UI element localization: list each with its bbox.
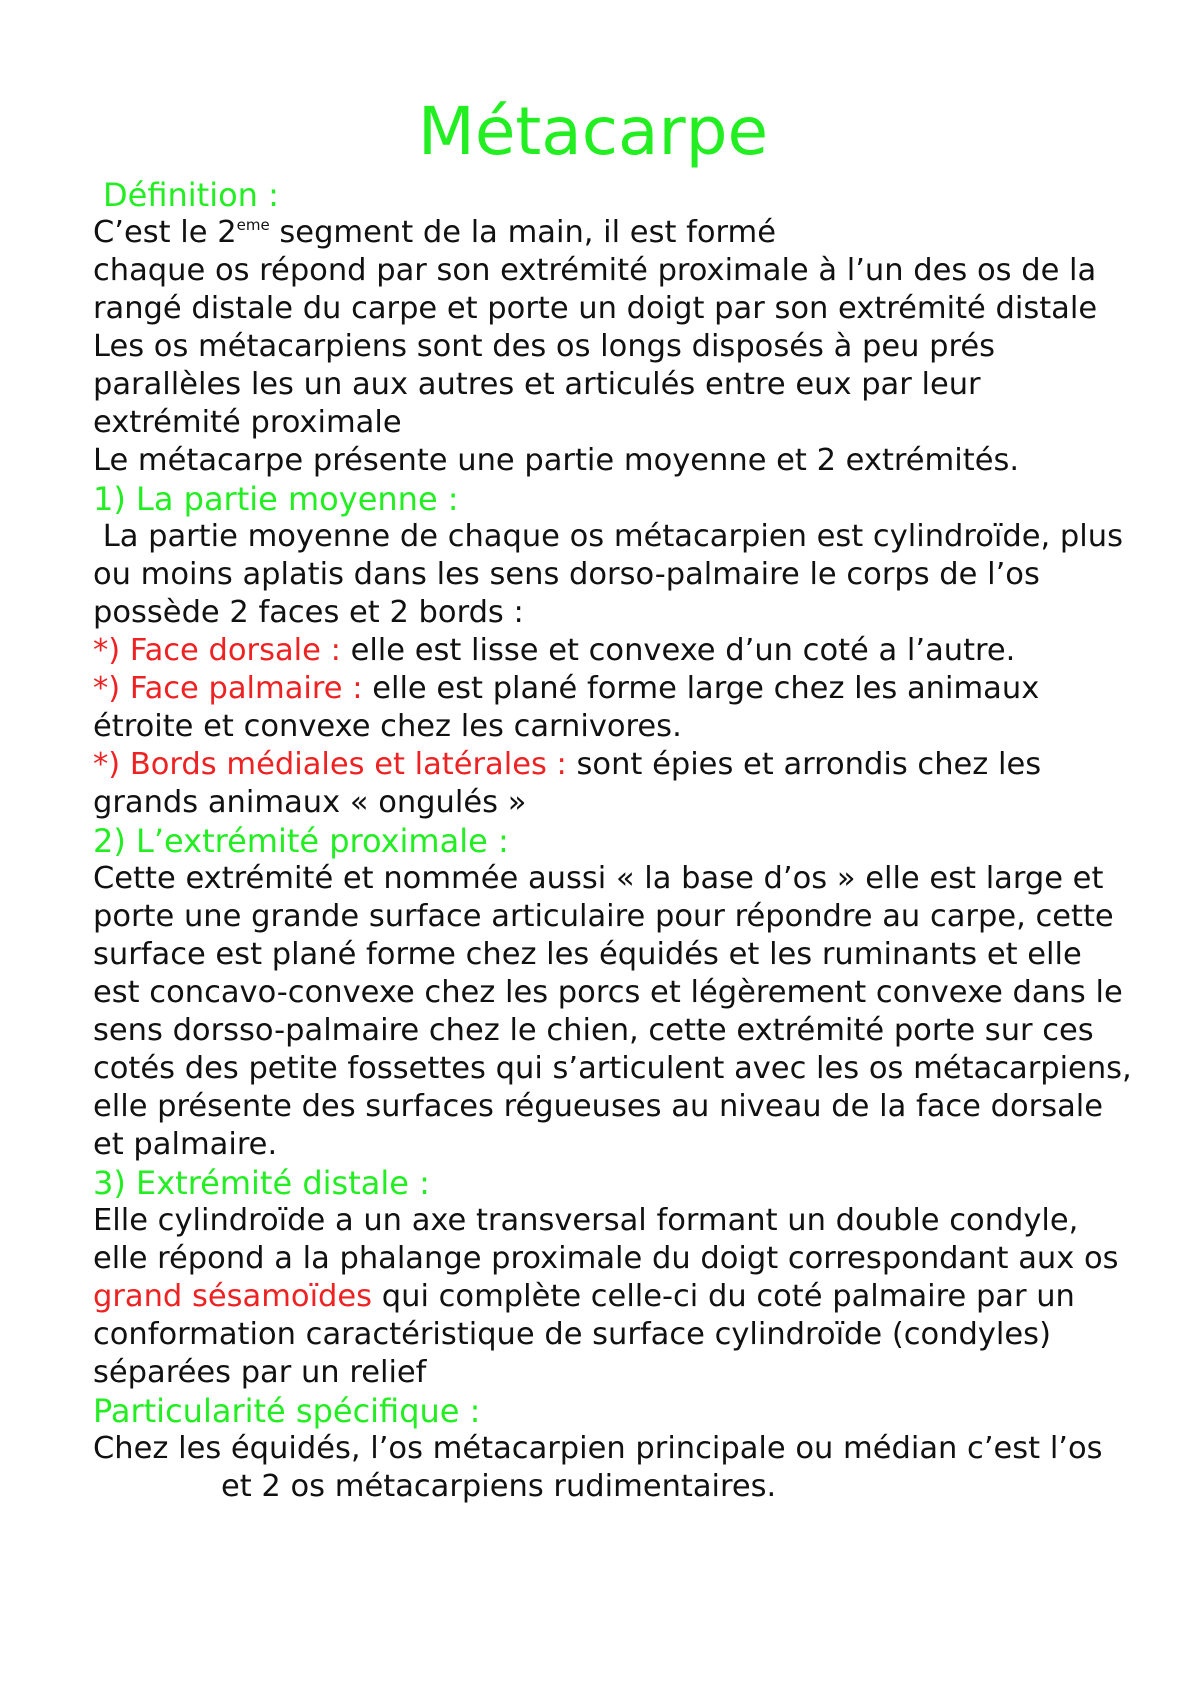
section-3-text-end: qui complète celle-ci du coté palmaire par un conformation caractéristique de surface cylindroïde (condyles) séparées par un relief	[93, 1279, 1075, 1390]
item-label: *) Face palmaire :	[93, 671, 373, 706]
section-2-heading: 2) L’extrémité proximale :	[93, 822, 509, 860]
item-label: *) Bords médiales et latérales :	[93, 747, 577, 782]
section-3-text	[93, 1202, 1133, 1392]
definition-paragraph-1: chaque os répond par son extrémité proximale à l’un des os de la rangé distale du carpe et porte un doigt par son extrémité distale	[93, 253, 1098, 326]
definition-paragraph-2: Les os métacarpiens sont des os longs disposés à peu prés parallèles les un aux autres et articulés entre eux par leur extrémité proximale	[93, 329, 995, 440]
section-1-item-palmar	[93, 670, 1133, 746]
definition-superscript: eme	[236, 216, 270, 234]
section-4-text-start: Chez les équidés, l’os métacarpien principale ou médian c’est l’os	[93, 1431, 1103, 1466]
section-3-text-start: Elle cylindroïde a un axe transversal formant un double condyle, elle répond a la phalange proximale du doigt correspondant aux os	[93, 1203, 1119, 1276]
definition-heading: Définition :	[103, 176, 279, 214]
section-4-text-end: et 2 os métacarpiens rudimentaires.	[221, 1469, 777, 1504]
definition-paragraph-3: Le métacarpe présente une partie moyenne et 2 extrémités.	[93, 443, 1020, 478]
item-text: sont épies et arrondis chez les grands animaux « ongulés »	[93, 747, 1042, 820]
document-page	[93, 92, 1133, 1506]
section-1-item-borders	[93, 746, 1133, 822]
definition-line-1-start: C’est le 2	[93, 215, 237, 250]
section-1-item-dorsal	[93, 632, 1133, 670]
item-text: elle est plané forme large chez les animaux étroite et convexe chez les carnivores.	[93, 671, 1040, 744]
definition-line-1	[93, 214, 1133, 252]
section-3-highlight: grand sésamoïdes	[93, 1279, 373, 1314]
section-1-intro: La partie moyenne de chaque os métacarpien est cylindroïde, plus ou moins aplatis dans les sens dorso-palmaire le corps de l’os possède 2 faces et 2 bords :	[93, 519, 1133, 630]
definition-line-1-end: segment de la main, il est formé	[269, 215, 776, 250]
section-3-heading: 3) Extrémité distale :	[93, 1164, 430, 1202]
section-4-heading: Particularité spécifique :	[93, 1392, 481, 1430]
section-1-heading: 1) La partie moyenne :	[93, 480, 459, 518]
section-4-text	[93, 1430, 1133, 1506]
page-title: Métacarpe	[417, 93, 769, 170]
section-2-text: Cette extrémité et nommée aussi « la base d’os » elle est large et porte une grande surface articulaire pour répondre au carpe, cette surface est plané forme chez les équidés et les ruminants et elle est concavo-convexe chez les porcs et légèrement convexe dans le sens dorsso-palmaire chez le chien, cette extrémité porte sur ces cotés des petite fossettes qui s’articulent avec les os métacarpiens, elle présente des surfaces régueuses au niveau de la face dorsale et palmaire.	[93, 861, 1132, 1162]
item-text: elle est lisse et convexe d’un coté a l’autre.	[350, 633, 1016, 668]
item-label: *) Face dorsale :	[93, 633, 351, 668]
